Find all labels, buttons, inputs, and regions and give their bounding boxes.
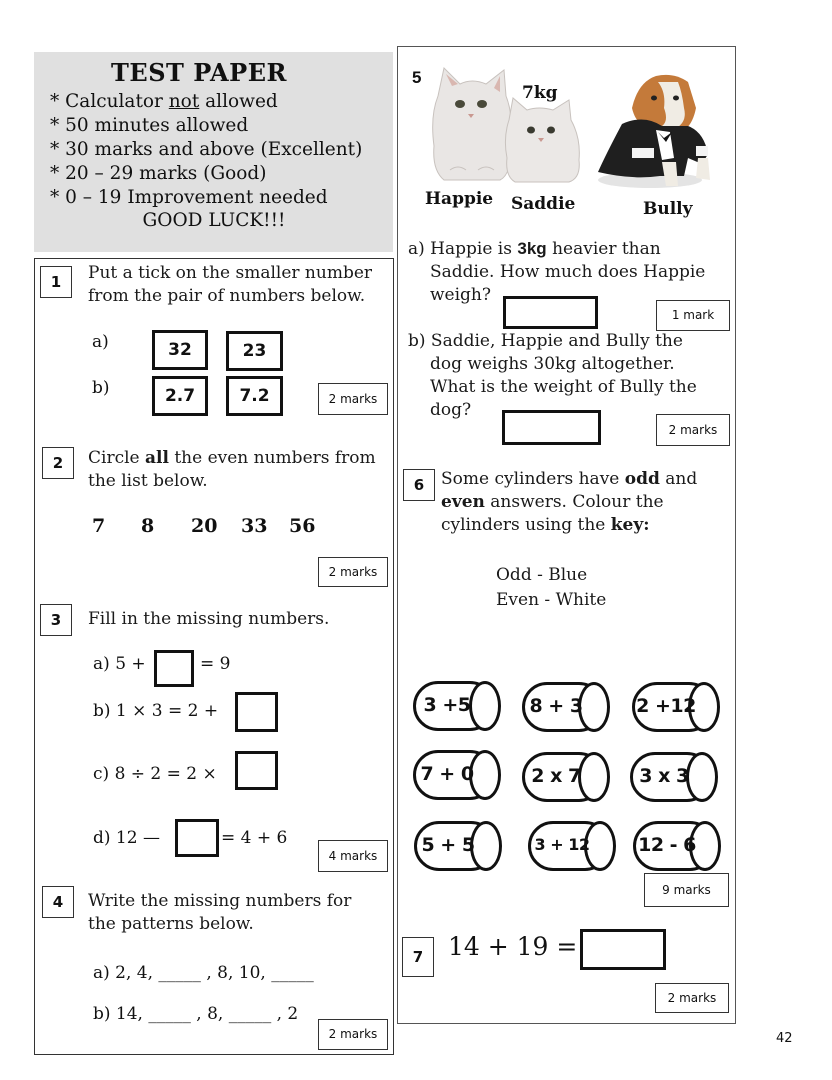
question-4-text — [88, 890, 351, 936]
cylinder-label: 2 +12 — [636, 695, 696, 717]
text-part: answers. Colour the — [484, 492, 664, 512]
test-paper-header — [34, 52, 393, 252]
expr: 8 ÷ 2 = 2 × — [114, 764, 217, 784]
key-odd: Odd - Blue — [496, 565, 588, 585]
good-luck-text: GOOD LUCK!!! — [142, 210, 286, 231]
q4-marks: 2 marks — [318, 1019, 388, 1050]
expr: 1 × 3 = 2 + — [115, 701, 219, 721]
cylinder-label: 3 x 3 — [639, 765, 689, 787]
question-number-7: 7 — [402, 937, 434, 977]
cylinder-label: 7 + 0 — [420, 763, 474, 785]
colour-key — [496, 563, 606, 613]
text-line: from the pair of numbers below. — [88, 286, 366, 306]
answer-box-q7[interactable] — [580, 929, 666, 970]
text-line: Put a tick on the smaller number — [88, 263, 373, 283]
question-number-4: 4 — [42, 886, 74, 918]
label: a) — [93, 654, 110, 674]
q3b-expression — [93, 701, 218, 721]
cylinder[interactable] — [522, 682, 610, 732]
question-3-text: Fill in the missing numbers. — [88, 609, 330, 629]
text-part: the even numbers from — [168, 448, 376, 468]
cylinder[interactable] — [413, 750, 501, 800]
text-bold: all — [145, 448, 169, 468]
text-part: Some cylinders have — [441, 469, 625, 489]
question-number-3: 3 — [40, 604, 72, 636]
cylinder-label: 8 + 3 — [529, 695, 583, 717]
even-candidate-number[interactable]: 7 — [92, 515, 106, 537]
q5a-marks: 1 mark — [656, 300, 730, 331]
question-number-1: 1 — [40, 266, 72, 298]
q1-marks: 2 marks — [318, 383, 388, 415]
text-line: dog? — [430, 400, 472, 420]
label: d) — [93, 828, 111, 848]
label: c) — [93, 764, 110, 784]
rule-improvement: * 0 – 19 Improvement needed — [50, 187, 328, 208]
pet-name-bully: Bully — [643, 199, 693, 219]
text-bold: even — [441, 492, 485, 512]
number-choice-32[interactable]: 32 — [152, 330, 208, 370]
q3d-expression — [93, 828, 160, 848]
cylinder-label: 3 +5 — [423, 694, 471, 716]
cylinder[interactable] — [633, 821, 721, 871]
text-line: Saddie. How much does Happie — [430, 262, 706, 282]
question-6-text — [441, 468, 697, 537]
cylinder[interactable] — [414, 821, 502, 871]
question-number-5: 5 — [412, 68, 422, 87]
expr: 12 — — [115, 828, 160, 848]
q3a-result: = 9 — [200, 654, 231, 674]
text-part: and — [659, 469, 698, 489]
answer-box-q3a[interactable] — [154, 650, 194, 687]
answer-box-q3c[interactable] — [235, 751, 278, 790]
saddie-cat-image — [503, 96, 583, 184]
question-number-2: 2 — [42, 447, 74, 479]
number-choice-2-7[interactable]: 2.7 — [152, 376, 208, 416]
text-line: Write the missing numbers for — [88, 891, 352, 911]
cylinder-label: 3 + 12 — [534, 835, 590, 854]
saddie-weight-label: 7kg — [522, 83, 558, 103]
even-candidate-number[interactable]: 8 — [141, 515, 155, 537]
pet-name-happie: Happie — [425, 189, 494, 209]
expr: 5 + — [115, 654, 146, 674]
cylinder-label: 5 + 5 — [421, 834, 475, 856]
text-part: Circle — [88, 448, 145, 468]
text-part: cylinders using the — [441, 515, 611, 535]
rule-good: * 20 – 29 marks (Good) — [50, 163, 267, 184]
question-2-text — [88, 447, 376, 493]
q3c-expression — [93, 764, 217, 784]
rule-time: * 50 minutes allowed — [50, 115, 249, 136]
rule-excellent: * 30 marks and above (Excellent) — [50, 139, 363, 160]
bully-dog-image — [592, 68, 720, 190]
happie-cat-image — [430, 66, 514, 184]
page-number: 42 — [776, 1031, 793, 1046]
rule-text: * Calculator — [50, 91, 169, 112]
text-line: the list below. — [88, 471, 208, 491]
q7-marks: 2 marks — [655, 983, 729, 1013]
even-candidate-number[interactable]: 33 — [241, 515, 268, 537]
text-bold: 3kg — [517, 239, 547, 258]
text-line: What is the weight of Bully the — [430, 377, 697, 397]
even-candidate-number[interactable]: 56 — [289, 515, 316, 537]
cylinder[interactable] — [632, 682, 720, 732]
q7-equation: 14 + 19 = — [448, 932, 578, 961]
rule-text: allowed — [199, 91, 278, 112]
cylinder[interactable] — [413, 681, 501, 731]
text-bold: odd — [624, 469, 660, 489]
pattern-a[interactable]: a) 2, 4, _____ , 8, 10, _____ — [93, 963, 314, 983]
answer-box-q3d[interactable] — [175, 819, 219, 857]
q2-marks: 2 marks — [318, 557, 388, 587]
q3d-result: = 4 + 6 — [221, 828, 288, 848]
cylinder-label: 2 x 7 — [531, 765, 581, 787]
rule-calculator — [50, 90, 278, 114]
q6-marks: 9 marks — [644, 873, 729, 907]
cylinder[interactable] — [630, 752, 718, 802]
question-number-6: 6 — [403, 469, 435, 501]
q1-label-a: a) — [92, 332, 109, 352]
number-choice-7-2[interactable]: 7.2 — [226, 376, 283, 416]
question-1-text — [88, 262, 372, 308]
pet-name-saddie: Saddie — [511, 194, 576, 214]
label: b) — [93, 701, 111, 721]
q3a-expression — [93, 654, 146, 674]
text-line: weigh? — [430, 285, 491, 305]
rule-emphasis: not — [168, 91, 200, 112]
text-line: b) Saddie, Happie and Bully the — [408, 331, 683, 351]
q1-label-b: b) — [92, 378, 110, 398]
page-title: TEST PAPER — [111, 58, 287, 87]
number-choice-23[interactable]: 23 — [226, 331, 283, 371]
answer-box-q5b[interactable] — [502, 410, 601, 445]
answer-box-q5a[interactable] — [503, 296, 598, 329]
pattern-b[interactable]: b) 14, _____ , 8, _____ , 2 — [93, 1004, 299, 1024]
text-line: dog weighs 30kg altogether. — [430, 354, 675, 374]
key-even: Even - White — [496, 590, 607, 610]
cylinder[interactable] — [528, 821, 616, 871]
text-part: a) Happie is — [408, 239, 518, 259]
answer-box-q3b[interactable] — [235, 692, 278, 732]
text-bold: key: — [610, 515, 650, 535]
text-part: heavier than — [546, 239, 661, 259]
cylinder[interactable] — [522, 752, 610, 802]
even-candidate-number[interactable]: 20 — [191, 515, 218, 537]
cylinder-label: 12 - 6 — [638, 834, 696, 856]
q3-marks: 4 marks — [318, 840, 388, 872]
q5b-marks: 2 marks — [656, 414, 730, 446]
question-5b-text — [408, 330, 697, 422]
text-line: the patterns below. — [88, 914, 254, 934]
